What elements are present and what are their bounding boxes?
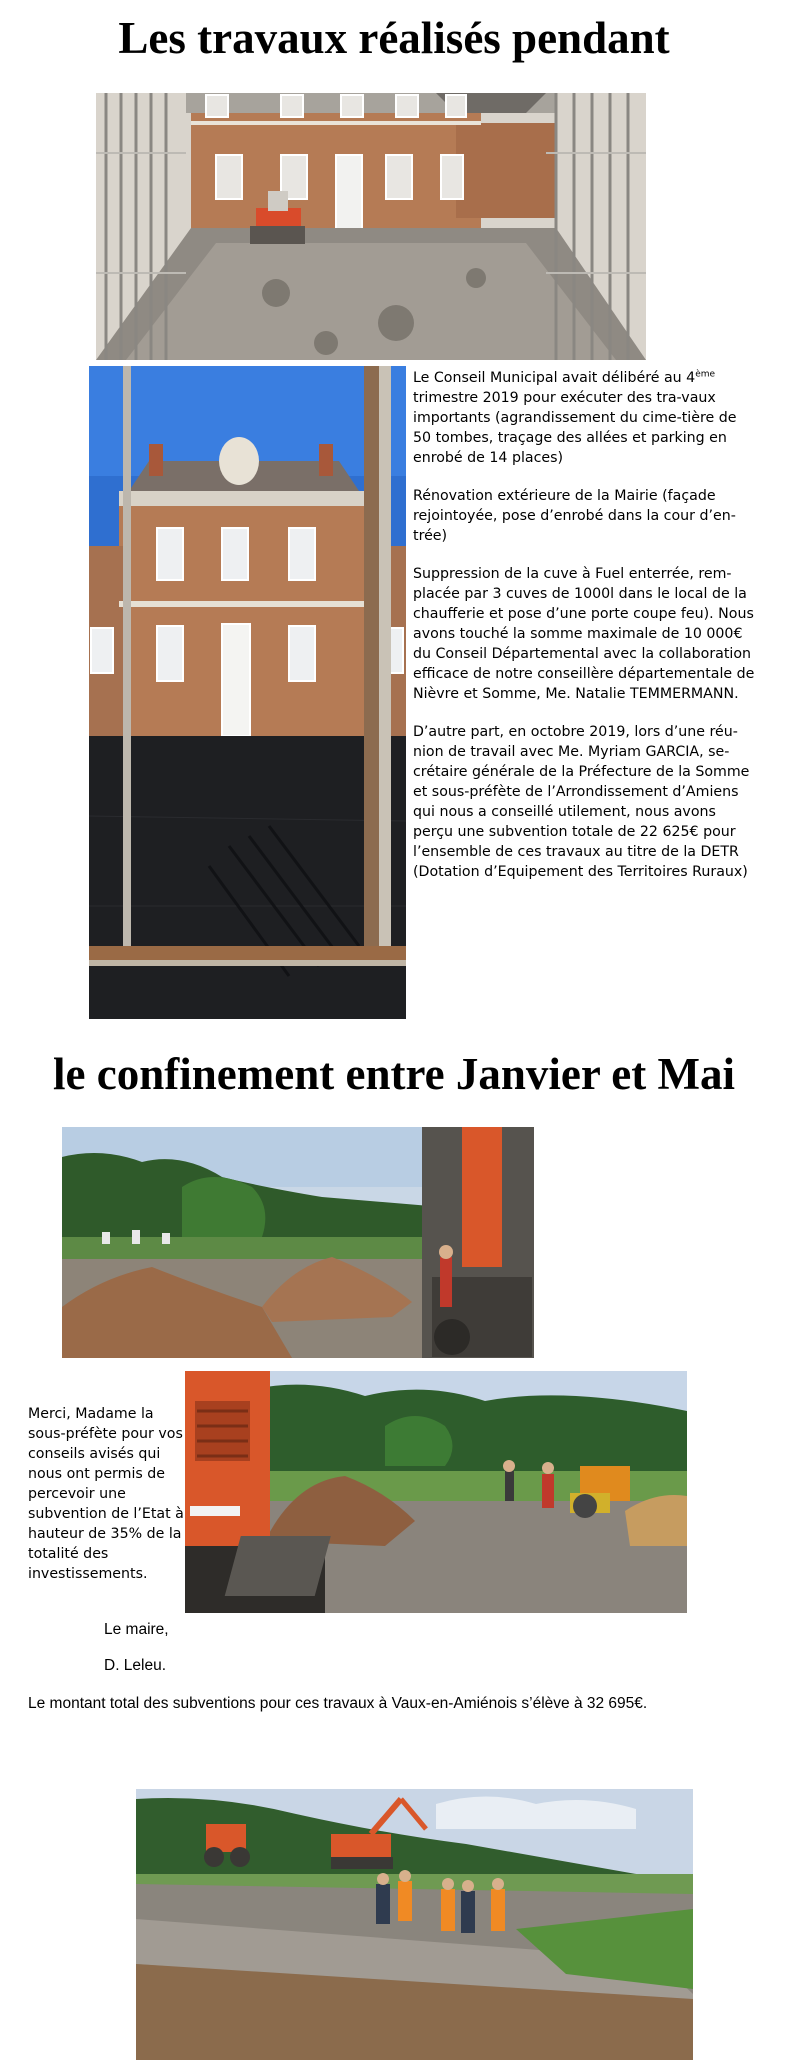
- article-paragraph-2: Rénovation extérieure de la Mairie (façade rejointoyée, pose d’enrobé dans la cour d’en-trée): [413, 488, 736, 544]
- article-paragraph-3: Suppression de la cuve à Fuel enterrée, rem-placée par 3 cuves de 1000l dans le local de la chaufferie et pose d’une porte coupe feu). Nous avons touché la somme maximale de 10 000€ du Conseil Départemental avec la collaboration efficace de notre conseillère départementale de Nièvre et Somme, Me. Natalie TEMMERMANN.: [413, 566, 755, 702]
- article-paragraph-1: Le Conseil Municipal avait délibéré au 4ème trimestre 2019 pour exécuter des tra-vaux importants (agrandissement du cime-tière de 50 tombes, traçage des allées et parking en enrobé de 14 places): [413, 369, 737, 466]
- signature-name: D. Leleu.: [104, 1657, 167, 1674]
- photo-mairie-asphalt: [89, 366, 406, 1019]
- photo-cemetery-earthworks: [62, 1127, 534, 1358]
- total-subsidies: Le montant total des subventions pour ces travaux à Vaux-en-Amiénois s’élève à 32 695€.: [28, 1695, 648, 1712]
- signature-role: Le maire,: [104, 1621, 169, 1638]
- thanks-text: Merci, Madame la sous-préfète pour vos conseils avisés qui nous ont permis de percevoir une subvention de l’Etat à hauteur de 35% de la totalité des investissements.: [28, 1406, 184, 1582]
- heading-middle: le confinement entre Janvier et Mai: [53, 1049, 735, 1099]
- photo-site-visit: [136, 1789, 693, 2060]
- article-paragraph-4: D’autre part, en octobre 2019, lors d’une réu-nion de travail avec Me. Myriam GARCIA, se-crétaire générale de la Préfecture de la Somme et sous-préfète de l’Arrondissement d’Amiens qui nous a conseillé utilement, nous avons perçu une subvention totale de 22 625€ pour l’ensemble de ces travaux au titre de la DETR (Dotation d’Equipement des Territoires Ruraux): [413, 724, 750, 880]
- heading-top: Les travaux réalisés pendant: [118, 13, 670, 63]
- article-text: [413, 368, 758, 900]
- photo-excavator-roller: [185, 1371, 687, 1613]
- photo-mairie-courtyard: [96, 93, 646, 360]
